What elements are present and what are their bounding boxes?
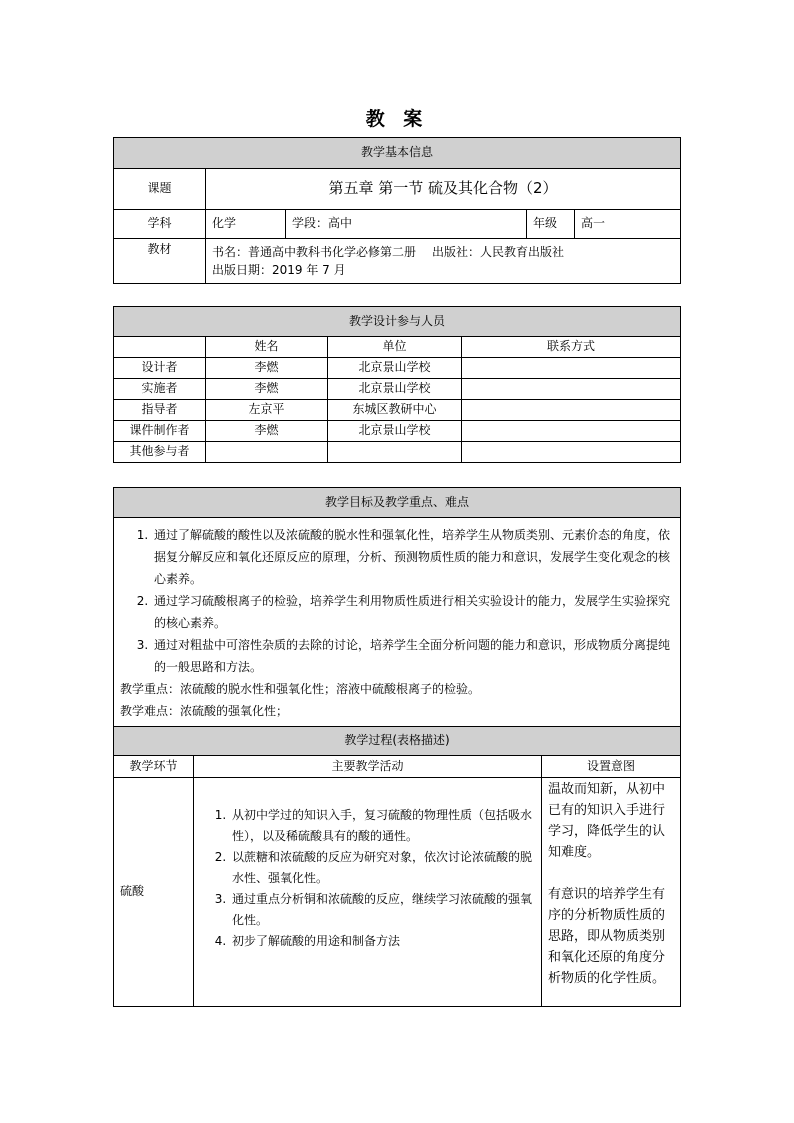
table-row (114, 442, 681, 463)
grade-label: 年级 (527, 210, 575, 239)
intent-text-1: 温故而知新，从初中已有的知识入手进行学习，降低学生的认知难度。 (548, 782, 666, 860)
goal-item: 1. 通过了解硫酸的酸性以及浓硫酸的脱水性和强氧化性，培养学生从物质类别、元素价态的角度，依据复分解反应和氧化还原反应的原理，分析、预测物质性质的能力和意识，发展学生变化观念的核心素养。 (152, 524, 674, 590)
participant-role: 设计者 (114, 358, 206, 379)
goals-content (114, 518, 681, 729)
publisher: 出版社：人民教育出版社 (432, 245, 565, 259)
participant-role: 指导者 (114, 400, 206, 421)
activity-item: 4. 初步了解硫酸的用途和制备方法 (230, 931, 535, 952)
material-label: 教材 (114, 239, 206, 284)
activity-item: 2. 以蔗糖和浓硫酸的反应为研究对象，依次讨论浓硫酸的脱水性、强氧化性。 (230, 847, 535, 889)
key-point: 教学重点：浓硫酸的脱水性和强氧化性；溶液中硫酸根离子的检验。 (120, 682, 481, 696)
col-contact: 联系方式 (462, 337, 681, 358)
participants-table (113, 306, 681, 463)
participant-unit: 北京景山学校 (328, 421, 462, 442)
participant-contact (462, 379, 681, 400)
activities-cell (194, 778, 542, 1007)
subject-value: 化学 (206, 210, 286, 239)
participant-name: 左京平 (206, 400, 328, 421)
table-row (114, 379, 681, 400)
process-header: 教学过程(表格描述) (114, 727, 681, 756)
basic-info-table (113, 137, 681, 284)
topic-value: 第五章 第一节 硫及其化合物（2） (206, 169, 681, 210)
participant-unit: 东城区教研中心 (328, 400, 462, 421)
participant-contact (462, 442, 681, 463)
document-title: 教 案 (365, 108, 429, 130)
grade-value: 高一 (575, 210, 681, 239)
intent-text-2: 有意识的培养学生有序的分析物质性质的思路，即从物质类别和氧化还原的角度分析物质的化学性质。 (548, 887, 666, 986)
goals-table (113, 487, 681, 729)
activities-list (200, 805, 535, 952)
participant-contact (462, 421, 681, 442)
goal-item: 2. 通过学习硫酸根离子的检验，培养学生利用物质性质进行相关实验设计的能力，发展学生实验探究的核心素养。 (152, 590, 674, 634)
participant-name (206, 442, 328, 463)
difficulty: 教学难点：浓硫酸的强氧化性； (120, 704, 289, 718)
table-row (114, 358, 681, 379)
basic-info-header: 教学基本信息 (114, 138, 681, 169)
table-row (114, 421, 681, 442)
goal-item: 3. 通过对粗盐中可溶性杂质的去除的讨论，培养学生全面分析问题的能力和意识，形成物质分离提纯的一般思路和方法。 (152, 634, 674, 678)
participant-role: 课件制作者 (114, 421, 206, 442)
publish-date: 出版日期：2019 年 7 月 (212, 263, 346, 277)
participant-unit: 北京景山学校 (328, 358, 462, 379)
material-value (206, 239, 681, 284)
activity-item: 3. 通过重点分析铜和浓硫酸的反应，继续学习浓硫酸的强氧化性。 (230, 889, 535, 931)
stage-text: 学段：高中 (286, 210, 527, 239)
participant-name: 李燃 (206, 358, 328, 379)
goals-list (120, 524, 674, 678)
col-intent: 设置意图 (542, 756, 681, 778)
goals-header: 教学目标及教学重点、难点 (114, 488, 681, 518)
participants-header: 教学设计参与人员 (114, 307, 681, 337)
activity-item: 1. 从初中学过的知识入手，复习硫酸的物理性质（包括吸水性），以及稀硫酸具有的酸的通性。 (230, 805, 535, 847)
table-row (114, 778, 681, 1007)
participant-contact (462, 400, 681, 421)
subject-label: 学科 (114, 210, 206, 239)
participant-contact (462, 358, 681, 379)
participants-corner (114, 337, 206, 358)
participant-unit (328, 442, 462, 463)
participant-name: 李燃 (206, 421, 328, 442)
intent-cell (542, 778, 681, 1007)
process-table (113, 726, 681, 1007)
col-activity: 主要教学活动 (194, 756, 542, 778)
stage-name: 硫酸 (114, 778, 194, 1007)
col-stage: 教学环节 (114, 756, 194, 778)
book-name: 书名：普通高中教科书化学必修第二册 (212, 245, 417, 259)
col-name: 姓名 (206, 337, 328, 358)
col-unit: 单位 (328, 337, 462, 358)
participant-unit: 北京景山学校 (328, 379, 462, 400)
participant-role: 实施者 (114, 379, 206, 400)
participant-name: 李燃 (206, 379, 328, 400)
table-row (114, 400, 681, 421)
participant-role: 其他参与者 (114, 442, 206, 463)
topic-label: 课题 (114, 169, 206, 210)
